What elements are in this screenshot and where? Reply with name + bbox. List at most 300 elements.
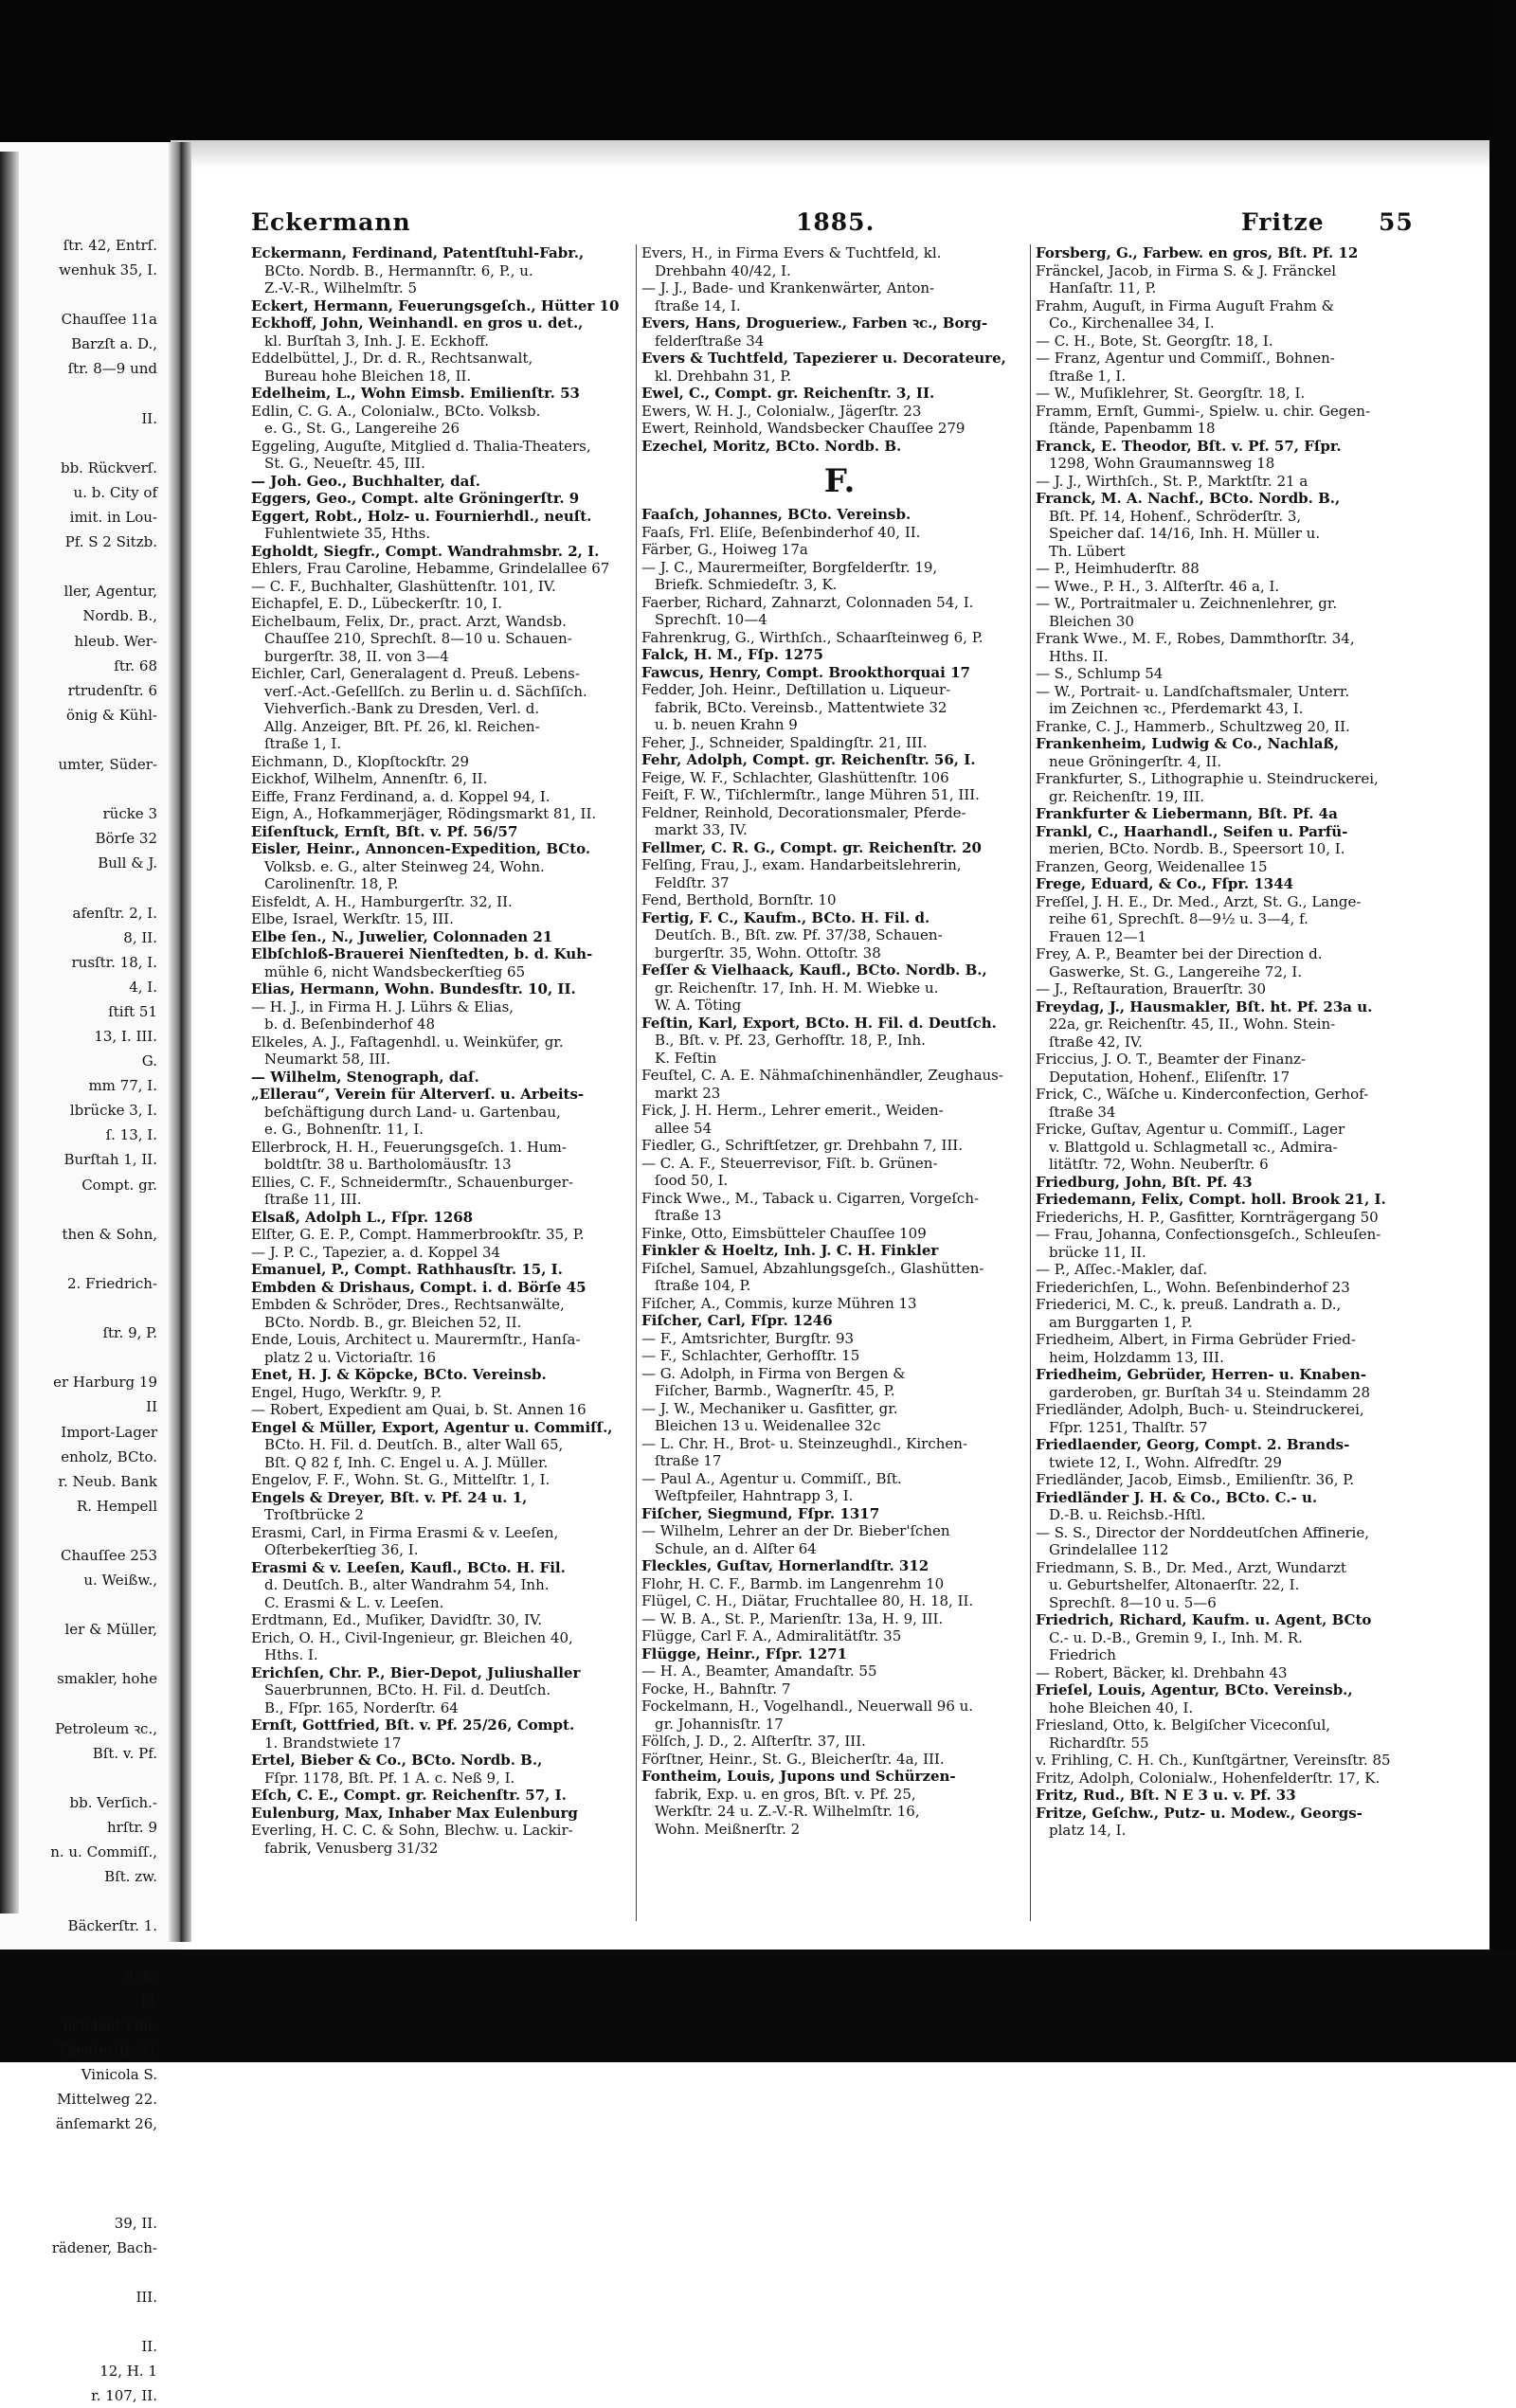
- directory-entry-line: 22a, gr. Reichenſtr. 45, II., Wohn. Stein-: [1049, 1015, 1336, 1033]
- fragment-line: [0, 875, 161, 900]
- directory-entry-line: Fiedler, G., Schriftſetzer, gr. Drehbahn 7, III.: [641, 1137, 964, 1154]
- directory-entry-line: Edelheim, L., Wohn Eimsb. Emilienſtr. 53: [251, 385, 580, 402]
- directory-entry-line: — J. J., Bade- und Krankenwärter, Anton-: [641, 279, 935, 297]
- fragment-line: u. Weißw.,: [83, 1572, 157, 1590]
- header-first-entry: Eckermann: [251, 208, 411, 236]
- directory-entry-line: — W., Muſiklehrer, St. Georgſtr. 18, I.: [1036, 385, 1306, 402]
- directory-entry-line: Bſt. Pf. 14, Hohenf., Schröderſtr. 3,: [1049, 507, 1302, 525]
- directory-entry-line: — W., Portrait- u. Landſchaftsmaler, Unterr.: [1036, 682, 1350, 700]
- directory-entry-line: Sprechſt. 10—4: [655, 611, 767, 628]
- directory-entry-line: Faerber, Richard, Zahnarzt, Colonnaden 54, I.: [641, 593, 974, 611]
- fragment-line: 13, I. III.: [94, 1028, 157, 1045]
- directory-entry-line: Faaſs, Frl. Eliſe, Beſenbinderhof 40, II.: [641, 523, 921, 541]
- directory-entry-line: litätſtr. 72, Wohn. Neuberſtr. 6: [1049, 1156, 1269, 1173]
- directory-entry-line: Eiſenſtuck, Ernſt, Bſt. v. Pf. 56/57: [251, 822, 518, 840]
- directory-entry-line: ſtraße 42, IV.: [1049, 1033, 1143, 1051]
- directory-entry-line: Z.-V.-R., Wilhelmſtr. 5: [264, 279, 418, 297]
- fragment-line: 8, II.: [123, 928, 157, 946]
- directory-entry-line: Fränckel, Jacob, in Firma S. & J. Fränckel: [1036, 261, 1337, 279]
- directory-entry-line: Hanſaſtr. 11, P.: [1049, 279, 1157, 297]
- directory-entry-line: Elsaß, Adolph L., Fſpr. 1268: [251, 1208, 474, 1226]
- directory-entry-line: Frankl, C., Haarhandl., Seifen u. Parfü-: [1036, 822, 1348, 840]
- directory-entry-line: kl. Burſtah 3, Inh. J. E. Eckhoff.: [264, 332, 489, 350]
- fragment-line: Barzſt a. D.,: [71, 335, 157, 353]
- fragment-line: r. 107, II.: [91, 2387, 157, 2405]
- directory-entry-line: Frick, C., Wäſche u. Kinderconfection, Gerhof-: [1036, 1086, 1369, 1103]
- directory-entry-line: fabrik, BCto. Vereinsb., Mattentwiete 32: [655, 698, 948, 716]
- directory-entry-line: Neumarkt 58, III.: [264, 1051, 391, 1068]
- column-2: [641, 244, 1038, 1838]
- fragment-line: 4, I.: [129, 978, 157, 996]
- directory-entry-line: Elkeles, A. J., Faſtagenhdl. u. Weinküfer, gr.: [251, 1033, 564, 1051]
- directory-entry-line: — Robert, Bäcker, kl. Drehbahn 43: [1036, 1663, 1288, 1681]
- fragment-line: afenſtr. 2, I.: [72, 904, 157, 922]
- directory-entry-line: Färber, G., Hoiweg 17a: [641, 541, 808, 558]
- fragment-line: r. Neub. Bank: [58, 1472, 157, 1490]
- directory-entry-line: Edlin, C. G. A., Colonialw., BCto. Volksb.: [251, 402, 541, 420]
- directory-entry-line: BCto. Nordb. B., Hermannſtr. 6, P., u.: [264, 261, 533, 279]
- directory-entry-line: gr. Reichenſtr. 19, III.: [1049, 787, 1205, 805]
- page-top-shadow: [171, 140, 1516, 169]
- column-2-f-entries: [641, 506, 1038, 1838]
- directory-entry-line: W. A. Töting: [655, 997, 742, 1014]
- directory-entry-line: Fick, J. H. Herm., Lehrer emerit., Weiden-: [641, 1102, 944, 1119]
- directory-entry-line: ſtraße 14, I.: [655, 297, 741, 314]
- directory-entry-line: Focke, H., Bahnſtr. 7: [641, 1680, 791, 1698]
- fragment-line: Compt. gr.: [81, 1176, 157, 1194]
- directory-entry-line: ſtraße 17: [655, 1452, 722, 1469]
- directory-entry-line: — W., Portraitmaler u. Zeichnenlehrer, gr.: [1036, 595, 1338, 612]
- fragment-line: ſtr. 68: [114, 656, 157, 674]
- fragment-line: [0, 1592, 161, 1617]
- directory-entry-line: Feiſt, F. W., Tiſchlermſtr., lange Mühren 51, III.: [641, 786, 980, 803]
- page-header: [251, 208, 1414, 243]
- directory-entry-line: Erasmi, Carl, in Firma Erasmi & v. Leeſen,: [251, 1523, 559, 1541]
- directory-entry-line: Friedrich, Richard, Kaufm. u. Agent, BCto: [1036, 1611, 1372, 1628]
- directory-entry-line: Friesland, Otto, k. Belgiſcher Viceconſul,: [1036, 1716, 1331, 1734]
- directory-entry-line: Ehlers, Frau Caroline, Hebamme, Grindelallee 67: [251, 560, 610, 577]
- directory-entry-line: Eulenburg, Max, Inhaber Max Eulenburg: [251, 1804, 578, 1822]
- fragment-line: rücke 3: [102, 805, 157, 823]
- fragment-line: Bull & J.: [98, 854, 157, 872]
- directory-entry-line: — S., Schlump 54: [1036, 665, 1164, 682]
- directory-entry-line: Fiſcher, Siegmund, Fſpr. 1317: [641, 1504, 880, 1522]
- directory-entry-line: — H. A., Beamter, Amandaſtr. 55: [641, 1662, 877, 1680]
- directory-entry-line: Fiſchel, Samuel, Abzahlungsgeſch., Glashütten-: [641, 1259, 984, 1277]
- directory-entry-line: Franck, M. A. Nachf., BCto. Nordb. B.,: [1036, 490, 1341, 507]
- fragment-line: Theaterſtr. 21: [57, 2040, 157, 2058]
- book-spine: [169, 142, 191, 1942]
- directory-entry-line: v. Frihling, C. H. Ch., Kunſtgärtner, Vereinsſtr. 85: [1036, 1752, 1391, 1769]
- fragment-line: [0, 777, 161, 801]
- directory-entry-line: fabrik, Exp. u. en gros, Bſt. v. Pf. 25,: [655, 1785, 916, 1803]
- directory-entry-line: Fertig, F. C., Kaufm., BCto. H. Fil. d.: [641, 908, 930, 926]
- directory-entry-line: Eichelbaum, Felix, Dr., pract. Arzt, Wandsb.: [251, 612, 567, 630]
- directory-entry-line: heim, Holzdamm 13, III.: [1049, 1348, 1224, 1366]
- directory-entry-line: Frauen 12—1: [1049, 927, 1147, 945]
- directory-entry-line: Erdtmann, Ed., Muſiker, Davidſtr. 30, IV.: [251, 1611, 543, 1628]
- fragment-line: [0, 1197, 161, 1222]
- directory-entry-line: Deutſch. B., Bſt. zw. Pf. 37/38, Schauen-: [655, 926, 943, 943]
- directory-entry-line: Fricke, Guſtav, Agentur u. Commiſſ., Lager: [1036, 1121, 1345, 1138]
- fragment-line: [0, 1642, 161, 1666]
- fragment-line: [0, 1692, 161, 1716]
- directory-entry-line: Drehbahn 40/42, I.: [655, 261, 791, 279]
- directory-entry-line: Weſtpfeiler, Hahntrapp 3, I.: [655, 1487, 854, 1504]
- directory-entry-line: Eſch, C. E., Compt. gr. Reichenſtr. 57, I.: [251, 1787, 567, 1804]
- directory-entry-line: Fſpr. 1178, Bſt. Pf. 1 A. c. Neß 9, I.: [264, 1769, 515, 1787]
- directory-entry-line: Grindelallee 112: [1049, 1541, 1169, 1558]
- directory-entry-line: gr. Johannisſtr. 17: [655, 1715, 784, 1733]
- directory-entry-line: Eckermann, Ferdinand, Patentſtuhl-Fabr.,: [251, 244, 585, 261]
- directory-entry-line: Eickhof, Wilhelm, Annenſtr. 6, II.: [251, 770, 488, 787]
- fragment-line: ſtr. 9, P.: [102, 1324, 157, 1342]
- directory-entry-line: — Wwe., P. H., 3. Alſterſtr. 46 a, I.: [1036, 577, 1280, 595]
- directory-entry-line: Fölſch, J. D., 2. Alſterſtr. 37, III.: [641, 1733, 866, 1750]
- directory-entry-line: platz 14, I.: [1049, 1822, 1127, 1839]
- directory-entry-line: Hths. II.: [1049, 647, 1109, 665]
- directory-entry-line: Everling, H. C. C. & Sohn, Blechw. u. Lackir-: [251, 1822, 573, 1839]
- fragment-line: Pf. S 2 Sitzb.: [64, 533, 157, 551]
- directory-entry-line: Elbe, Israel, Werkſtr. 15, III.: [251, 910, 454, 927]
- directory-entry-line: Ellies, C. F., Schneidermſtr., Schauenburger-: [251, 1173, 573, 1191]
- directory-entry-line: Faaſch, Johannes, BCto. Vereinsb.: [641, 506, 911, 523]
- directory-entry-line: — W. B. A., St. P., Marienſtr. 13a, H. 9, III.: [641, 1609, 944, 1627]
- directory-entry-line: Eichmann, D., Klopſtockſtr. 29: [251, 752, 470, 770]
- directory-entry-line: merien, BCto. Nordb. B., Speersort 10, I.: [1049, 840, 1345, 857]
- directory-entry-line: Ernſt, Gottfried, Bſt. v. Pf. 25/26, Compt.: [251, 1716, 575, 1734]
- directory-entry-line: Eisler, Heinr., Annoncen-Expedition, BCto.: [251, 840, 591, 857]
- directory-entry-line: B., Fſpr. 165, Norderſtr. 64: [264, 1698, 459, 1716]
- fragment-line: ler & Müller,: [64, 1621, 157, 1639]
- directory-entry-line: Friedheim, Albert, in Firma Gebrüder Fried-: [1036, 1331, 1356, 1348]
- fragment-line: Petroleum ꝛc.,: [55, 1719, 157, 1737]
- directory-entry-line: Briefk. Schmiedeſtr. 3, K.: [655, 576, 838, 593]
- fragment-line: Nordb. B.,: [82, 607, 157, 625]
- directory-entry-line: Friedemann, Felix, Compt. holl. Brook 21, I.: [1036, 1191, 1386, 1208]
- directory-entry-line: Fedder, Joh. Heinr., Deſtillation u. Liqueur-: [641, 681, 951, 698]
- fragment-line: Bſt. v. Pf.: [92, 1744, 157, 1762]
- directory-entry-line: — G. Adolph, in Firma von Bergen &: [641, 1364, 906, 1382]
- directory-entry-line: Fockelmann, H., Vogelhandl., Neuerwall 96 u.: [641, 1698, 974, 1715]
- directory-entry-line: — C. H., Bote, St. Georgſtr. 18, I.: [1036, 332, 1273, 350]
- directory-entry-line: u. b. neuen Krahn 9: [655, 716, 798, 733]
- fragment-line: rusſtr. 18, I.: [71, 953, 157, 971]
- fragment-line: hleub. Wer-: [74, 632, 157, 650]
- directory-entry-line: d. Deutſch. B., alter Wandrahm 54, Inh.: [264, 1576, 550, 1593]
- directory-entry-line: Fehr, Adolph, Compt. gr. Reichenſtr. 56, I.: [641, 751, 976, 768]
- directory-entry-line: Fiſcher, Carl, Fſpr. 1246: [641, 1312, 833, 1329]
- directory-entry-line: u. Geburtshelfer, Altonaerſtr. 22, I.: [1049, 1576, 1300, 1593]
- directory-entry-line: Frankenheim, Ludwig & Co., Nachlaß,: [1036, 735, 1340, 752]
- directory-entry-line: ſtraße 11, III.: [264, 1191, 362, 1208]
- directory-entry-line: — Franz, Agentur und Commiſſ., Bohnen-: [1036, 350, 1335, 367]
- section-letter-f: F.: [823, 462, 856, 500]
- fragment-line: R. Hempell: [76, 1497, 157, 1515]
- directory-entry-line: Th. Lübert: [1049, 542, 1126, 560]
- directory-entry-line: Fſpr. 1251, Thalſtr. 57: [1049, 1418, 1208, 1436]
- directory-entry-line: Embden & Schröder, Dres., Rechtsanwälte,: [251, 1296, 565, 1313]
- fragment-line: rädener, Bach-: [51, 2238, 157, 2256]
- directory-entry-line: — J. J., Wirthſch., St. P., Marktſtr. 21 a: [1036, 472, 1308, 490]
- directory-entry-line: — J., Reſtauration, Brauerſtr. 30: [1036, 980, 1267, 997]
- directory-entry-line: Gaswerke, St. G., Langereihe 72, I.: [1049, 962, 1303, 980]
- directory-entry-line: Eddelbüttel, J., Dr. d. R., Rechtsanwalt,: [251, 350, 533, 367]
- directory-entry-line: ſtraße 34: [1049, 1103, 1116, 1121]
- directory-entry-line: Engelov, F. F., Wohn. St. G., Mittelſtr. 1, I.: [251, 1471, 550, 1488]
- directory-entry-line: C.- u. D.-B., Gremin 9, I., Inh. M. R.: [1049, 1628, 1303, 1646]
- directory-entry-line: beſchäftigung durch Land- u. Gartenbau,: [264, 1103, 561, 1121]
- directory-entry-line: — F., Amtsrichter, Burgſtr. 93: [641, 1329, 855, 1347]
- directory-entry-line: Finkler & Hoeltz, Inh. J. C. H. Finkler: [641, 1242, 939, 1259]
- column-2-e-entries: [641, 244, 1038, 455]
- fragment-line: II: [146, 1398, 157, 1416]
- fragment-line: [0, 1296, 161, 1321]
- directory-entry-line: St. G., Neueſtr. 45, III.: [264, 455, 425, 472]
- directory-entry-line: Elias, Hermann, Wohn. Bundesſtr. 10, II.: [251, 980, 576, 997]
- directory-entry-line: Viehverſich.-Bank zu Dresden, Verl. d.: [264, 700, 540, 717]
- directory-entry-line: Feſtin, Karl, Export, BCto. H. Fil. d. Deutſch.: [641, 1014, 997, 1032]
- directory-entry-line: Sprechſt. 8—10 u. 5—6: [1049, 1593, 1217, 1611]
- fragment-line: Import-Lager: [61, 1423, 157, 1441]
- directory-entry-line: Friedburg, John, Bſt. Pf. 43: [1036, 1173, 1253, 1191]
- directory-entry-line: verſ.-Act.-Geſellſch. zu Berlin u. d. Sächſiſch.: [264, 682, 587, 700]
- directory-entry-line: Hths. I.: [264, 1646, 318, 1663]
- fragment-line: hrſtr. 9: [106, 1819, 157, 1836]
- directory-entry-line: Friedlaender, Georg, Compt. 2. Brands-: [1036, 1436, 1350, 1453]
- directory-entry-line: Eign, A., Hofkammerjäger, Rödingsmarkt 81, II.: [251, 805, 597, 822]
- directory-entry-line: Frankfurter & Liebermann, Bſt. Pf. 4a: [1036, 805, 1338, 822]
- directory-entry-line: ſtände, Papenbamm 18: [1049, 420, 1216, 437]
- directory-entry-line: Fellmer, C. R. G., Compt. gr. Reichenſtr. 20: [641, 838, 982, 856]
- directory-entry-line: Chauſſee 210, Sprechſt. 8—10 u. Schauen-: [264, 630, 572, 647]
- directory-entry-line: Feher, J., Schneider, Spaldingſtr. 21, III.: [641, 733, 928, 751]
- fragment-line: er Harburg 19: [53, 1374, 157, 1392]
- fragment-line: änſemarkt 26,: [55, 2115, 157, 2133]
- directory-entry-line: Eichapfel, E. D., Lübeckerſtr. 10, I.: [251, 595, 502, 612]
- directory-entry-line: Franzen, Georg, Weidenallee 15: [1036, 857, 1268, 875]
- directory-entry-line: ſtraße 1, I.: [1049, 367, 1127, 385]
- directory-entry-line: Franck, E. Theodor, Bſt. v. Pf. 57, Fſpr.: [1036, 437, 1342, 455]
- directory-entry-line: Ellerbrock, H. H., Feuerungsgeſch. 1. Hum-: [251, 1138, 567, 1156]
- directory-entry-line: Friedländer J. H. & Co., BCto. C.- u.: [1036, 1488, 1318, 1506]
- fragment-line: [0, 382, 161, 406]
- column-3: [1036, 244, 1432, 1840]
- directory-entry-line: — Joh. Geo., Buchhalter, daſ.: [251, 472, 480, 490]
- previous-page-fragment: [0, 233, 161, 2408]
- directory-entry-line: ſtraße 13: [655, 1207, 722, 1224]
- page-number: 55: [1379, 208, 1414, 236]
- fragment-line: umter, Süder-: [58, 755, 157, 773]
- fragment-line: [0, 431, 161, 456]
- fragment-line: [0, 1766, 161, 1790]
- directory-entry-line: Flohr, H. C. F., Barmb. im Langenrehm 10: [641, 1574, 945, 1592]
- fragment-line: 9, K.: [123, 1967, 157, 1985]
- fragment-line: [0, 1938, 161, 1963]
- directory-entry-line: Frieſel, Louis, Agentur, BCto. Vereinsb.,: [1036, 1681, 1353, 1698]
- fragment-line: 39, II.: [114, 2214, 157, 2232]
- directory-entry-line: — Wilhelm, Lehrer an der Dr. Bieber'ſchen: [641, 1522, 950, 1539]
- fragment-line: ſtr. 42, Entrſ.: [63, 237, 157, 254]
- directory-entry-line: Frege, Eduard, & Co., Fſpr. 1344: [1036, 875, 1294, 892]
- directory-entry-line: Förſtner, Heinr., St. G., Bleicherſtr. 4a, III.: [641, 1750, 945, 1768]
- directory-entry-line: — H. J., in Firma H. J. Lührs & Elias,: [251, 997, 514, 1015]
- directory-entry-line: garderoben, gr. Burſtah 34 u. Steindamm 28: [1049, 1383, 1371, 1401]
- fragment-line: bb. Rückverſ.: [60, 458, 157, 476]
- directory-entry-line: Friedländer, Jacob, Eimsb., Emilienſtr. 36, P.: [1036, 1471, 1355, 1488]
- directory-entry-line: Engel & Müller, Export, Agentur u. Commiſſ.,: [251, 1418, 613, 1436]
- directory-entry-line: im Zeichnen ꝛc., Pferdemarkt 43, I.: [1049, 700, 1304, 717]
- directory-entry-line: Eggeling, Auguſte, Mitglied d. Thalia-Theaters,: [251, 437, 591, 455]
- directory-entry-line: e. G., St. G., Langereihe 26: [264, 420, 460, 437]
- directory-entry-line: Frank Wwe., M. F., Robes, Dammthorſtr. 34,: [1036, 630, 1355, 647]
- directory-entry-line: Ewers, W. H. J., Colonialw., Jägerſtr. 23: [641, 402, 922, 420]
- directory-entry-line: ſood 50, I.: [655, 1172, 729, 1189]
- fragment-line: 2. Friedrich-: [66, 1274, 157, 1292]
- directory-entry-line: Erichſen, Chr. P., Bier-Depot, Juliushaller: [251, 1663, 581, 1681]
- directory-entry-line: — J. C., Maurermeiſter, Borgfelderſtr. 19,: [641, 558, 938, 576]
- directory-entry-line: mühle 6, nicht Wandsbeckerſtieg 65: [264, 962, 526, 980]
- fragment-line: Bſt. zw.: [104, 1868, 157, 1886]
- directory-entry-line: Freſſel, J. H. E., Dr. Med., Arzt, St. G., Lange-: [1036, 892, 1362, 910]
- directory-entry-line: Frahm, Auguſt, in Firma Auguſt Frahm &: [1036, 297, 1334, 314]
- directory-entry-line: Egholdt, Siegfr., Compt. Wandrahmsbr. 2, I.: [251, 542, 600, 560]
- fragment-line: ſtr. 8—9 und: [67, 360, 157, 378]
- directory-entry-line: v. Blattgold u. Schlagmetall ꝛc., Admira-: [1049, 1138, 1338, 1156]
- directory-entry-line: Fleckles, Guſtav, Hornerlandſtr. 312: [641, 1557, 929, 1574]
- fragment-line: [0, 554, 161, 579]
- directory-entry-line: Evers & Tuchtfeld, Tapezierer u. Decorateure,: [641, 350, 1006, 367]
- directory-entry-line: Friederichſen, L., Wohn. Beſenbinderhof 23: [1036, 1278, 1350, 1296]
- directory-entry-line: Flügge, Heinr., Fſpr. 1271: [641, 1644, 848, 1662]
- directory-entry-line: neue Gröningerſtr. 4, II.: [1049, 752, 1222, 770]
- directory-entry-line: ſtraße 1, I.: [264, 735, 342, 752]
- directory-entry-line: brücke 11, II.: [1049, 1243, 1146, 1261]
- directory-entry-line: — Robert, Expedient am Quai, b. St. Annen 16: [251, 1401, 587, 1418]
- directory-entry-line: Freydag, J., Hausmakler, Bſt. ht. Pf. 23a u.: [1036, 997, 1373, 1015]
- column-1: [251, 244, 647, 1857]
- directory-entry-line: — P., Heimhuderſtr. 88: [1036, 560, 1200, 577]
- directory-entry-line: Enet, H. J. & Köpcke, BCto. Vereinsb.: [251, 1366, 547, 1383]
- directory-entry-line: Eichler, Carl, Generalagent d. Preuß. Lebens-: [251, 665, 580, 682]
- directory-entry-line: Fuhlentwiete 35, Hths.: [264, 525, 431, 542]
- directory-entry-line: Fontheim, Louis, Jupons und Schürzen-: [641, 1768, 956, 1785]
- directory-entry-line: Flügel, C. H., Diätar, Fruchtallee 80, H. 18, II.: [641, 1592, 974, 1609]
- fragment-line: Burſtah 1, II.: [63, 1151, 157, 1169]
- directory-entry-line: Frey, A. P., Beamter bei der Direction d.: [1036, 945, 1323, 962]
- fragment-line: [0, 2185, 161, 2210]
- directory-entry-line: Friedmann, S. B., Dr. Med., Arzt, Wundarzt: [1036, 1558, 1346, 1576]
- fragment-line: ſ. 13, I.: [105, 1126, 157, 1144]
- directory-entry-line: Wohn. Meißnerſtr. 2: [655, 1820, 801, 1838]
- directory-entry-line: Evers, H., in Firma Evers & Tuchtfeld, kl.: [641, 244, 942, 261]
- directory-entry-line: Deputation, Hohenf., Eliſenſtr. 17: [1049, 1068, 1290, 1086]
- directory-entry-line: BCto. H. Fil. d. Deutſch. B., alter Wall 65,: [264, 1436, 564, 1453]
- directory-entry-line: markt 33, IV.: [655, 821, 748, 838]
- directory-entry-line: — L. Chr. H., Brot- u. Steinzeughdl., Kirchen-: [641, 1434, 968, 1452]
- directory-entry-line: Bureau hohe Bleichen 18, II.: [264, 367, 472, 385]
- fragment-line: lbrücke 3, I.: [69, 1102, 157, 1120]
- directory-entry-line: Bleichen 30: [1049, 612, 1134, 630]
- directory-entry-line: — Frau, Johanna, Confectionsgeſch., Schleuſen-: [1036, 1226, 1381, 1243]
- directory-entry-line: — S. S., Director der Norddeutſchen Affinerie,: [1036, 1523, 1369, 1541]
- directory-entry-line: Eiffe, Franz Ferdinand, a. d. Koppel 94, I.: [251, 787, 550, 805]
- fragment-line: [0, 2260, 161, 2285]
- directory-entry-line: — C. A. F., Steuerrevisor, Fiſt. b. Grünen-: [641, 1154, 938, 1172]
- fragment-line: [0, 2161, 161, 2185]
- fragment-line: smakler, hohe: [57, 1670, 157, 1688]
- directory-entry-line: Framm, Ernſt, Gummi-, Spielw. u. chir. Gegen-: [1036, 402, 1371, 420]
- directory-entry-line: Volksb. e. G., alter Steinweg 24, Wohn.: [264, 857, 545, 875]
- directory-entry-line: kl. Drehbahn 31, P.: [655, 367, 792, 385]
- directory-entry-line: Finke, Otto, Eimsbütteler Chauſſee 109: [641, 1224, 927, 1242]
- directory-entry-line: Frankfurter, S., Lithographie u. Steindruckerei,: [1036, 770, 1379, 787]
- directory-entry-line: burgerſtr. 38, II. von 3—4: [264, 647, 449, 665]
- directory-entry-line: Ertel, Bieber & Co., BCto. Nordb. B.,: [251, 1752, 543, 1769]
- directory-entry-line: Allg. Anzeiger, Bſt. Pf. 26, kl. Reichen-: [264, 717, 540, 735]
- directory-entry-line: am Burggarten 1, P.: [1049, 1313, 1193, 1331]
- directory-entry-line: Oſterbekerſtieg 36, I.: [264, 1541, 419, 1558]
- fragment-line: ller, Agentur,: [63, 583, 157, 601]
- directory-entry-line: — Paul A., Agentur u. Commiſſ., Bſt.: [641, 1469, 902, 1487]
- directory-entry-line: Eggers, Geo., Compt. alte Gröningerſtr. 9: [251, 490, 580, 507]
- fragment-line: II.: [141, 2337, 157, 2355]
- directory-entry-line: Falck, H. M., Fſp. 1275: [641, 646, 823, 663]
- directory-entry-line: — C. F., Buchhalter, Glashüttenſtr. 101, IV.: [251, 577, 556, 595]
- directory-entry-line: Fritze, Geſchw., Putz- u. Modew., Georgs-: [1036, 1804, 1363, 1822]
- directory-entry-line: Felſing, Frau, J., exam. Handarbeitslehrerin,: [641, 856, 962, 873]
- fragment-line: [0, 1889, 161, 1914]
- fragment-line: Mittelweg 22.: [57, 2091, 157, 2109]
- directory-entry-line: Troſtbrücke 2: [264, 1506, 364, 1523]
- directory-entry-line: Fiſcher, Barmb., Wagnerſtr. 45, P.: [655, 1382, 895, 1399]
- directory-entry-line: Friedrich: [1049, 1646, 1116, 1663]
- fragment-line: wenhuk 35, I.: [59, 261, 157, 279]
- directory-entry-line: Fritz, Adolph, Colonialw., Hohenfelderſtr. 17, K.: [1036, 1769, 1381, 1787]
- directory-entry-line: Ewel, C., Compt. gr. Reichenſtr. 3, II.: [641, 385, 935, 402]
- directory-entry-line: platz 2 u. Victoriaſtr. 16: [264, 1348, 437, 1366]
- directory-entry-line: 1. Brandstwiete 17: [264, 1734, 402, 1752]
- directory-entry-line: Engel, Hugo, Werkſtr. 9, P.: [251, 1383, 442, 1401]
- directory-entry-line: D.-B. u. Reichsb.-Hſtl.: [1049, 1506, 1206, 1523]
- directory-entry-line: Richardſtr. 55: [1049, 1734, 1149, 1752]
- directory-entry-line: Finck Wwe., M., Taback u. Cigarren, Vorgeſch-: [641, 1189, 980, 1207]
- directory-entry-line: Feige, W. F., Schlachter, Glashüttenſtr. 106: [641, 768, 949, 786]
- directory-entry-line: Elbſchloß-Brauerei Nienſtedten, b. d. Kuh-: [251, 945, 593, 962]
- directory-entry-line: Fawcus, Henry, Compt. Brookthorquai 17: [641, 663, 970, 681]
- directory-entry-line: Fahrenkrug, G., Wirthſch., Schaarſteinweg 6, P.: [641, 628, 984, 646]
- directory-entry-line: gr. Reichenſtr. 17, Inh. H. M. Wiebke u.: [655, 979, 939, 997]
- directory-entry-line: C. Erasmi & L. v. Leeſen.: [264, 1593, 444, 1611]
- directory-entry-line: markt 23: [655, 1084, 721, 1102]
- directory-entry-line: Eckert, Hermann, Feuerungsgeſch., Hütter 10: [251, 297, 620, 314]
- fragment-line: u. b. City of: [73, 483, 157, 501]
- fragment-line: G.: [141, 1052, 157, 1070]
- directory-entry-line: Emanuel, P., Compt. Rathhausſtr. 15, I.: [251, 1261, 563, 1278]
- directory-entry-line: allee 54: [655, 1119, 713, 1137]
- directory-entry-line: Schule, an d. Alſter 64: [655, 1539, 817, 1557]
- directory-entry-line: boldtſtr. 38 u. Bartholomäusſtr. 13: [264, 1156, 512, 1173]
- directory-entry-line: Fritz, Rud., Bſt. N E 3 u. v. Pf. 33: [1036, 1787, 1296, 1804]
- fragment-line: ociebad Vini-: [63, 2016, 157, 2034]
- fragment-line: [0, 2309, 161, 2334]
- directory-entry-line: hohe Bleichen 40, I.: [1049, 1698, 1194, 1716]
- directory-entry-line: Fiſcher, A., Commis, kurze Mühren 13: [641, 1294, 917, 1312]
- scan-right-border: [1489, 0, 1516, 2062]
- directory-entry-line: — P., Aſſec.-Makler, daſ.: [1036, 1261, 1208, 1278]
- directory-entry-line: — J. P. C., Tapezier, a. d. Koppel 34: [251, 1243, 501, 1261]
- fragment-line: [0, 728, 161, 752]
